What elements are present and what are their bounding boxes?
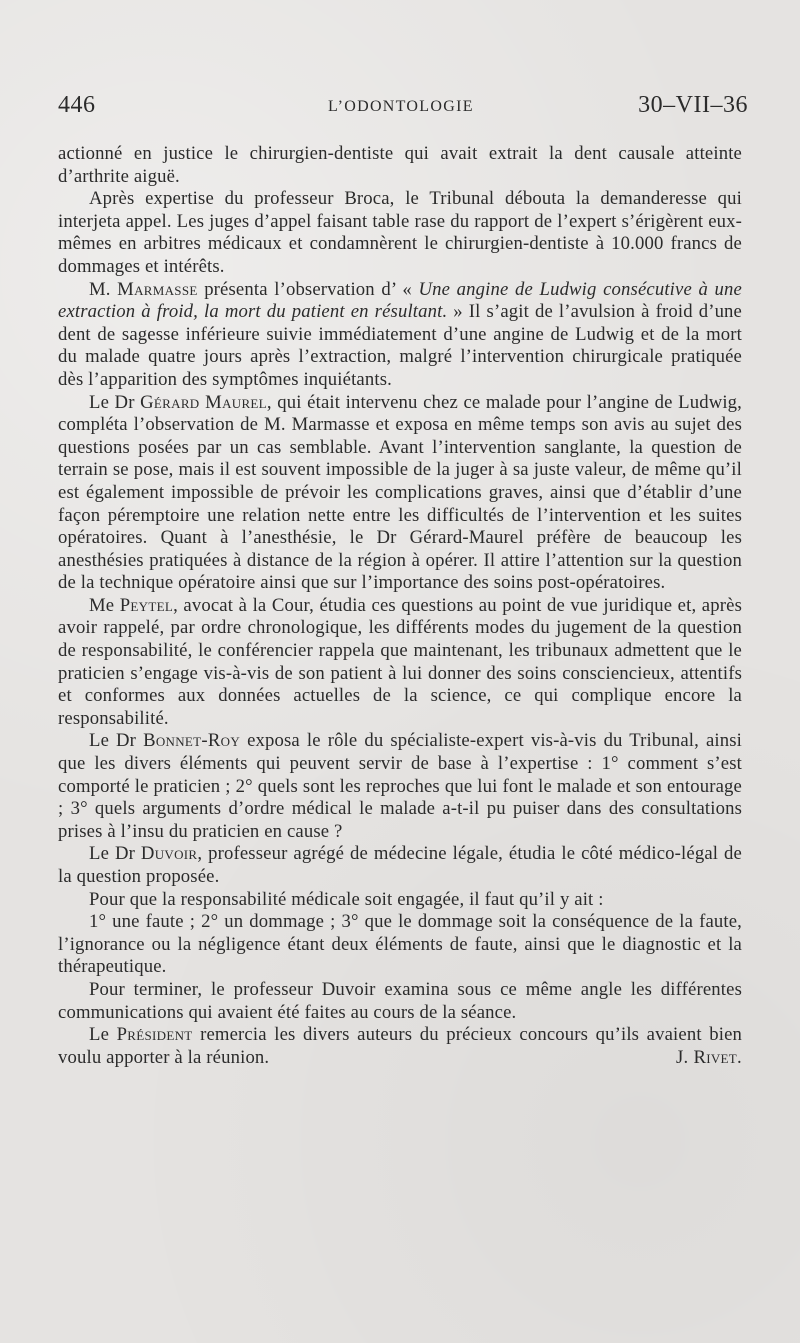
- paragraph-6: [58, 730, 742, 843]
- paragraph-7-suffix: , professeur agrégé de médecine légale, étudia le côté médico-légal de la question proposée.: [58, 843, 742, 887]
- speaker-name: Marmasse: [117, 278, 198, 300]
- paragraph-11-suffix: remercia les divers auteurs du précieux concours qu’ils avaient bien voulu apporter à la réunion.: [58, 1024, 743, 1068]
- author-signature: J. Rivet.: [675, 1046, 742, 1068]
- paragraph-5-prefix: Me: [89, 594, 120, 616]
- paper-title: Une angine de Ludwig consécutive à une extraction à froid, la mort du patient en résultant.: [58, 278, 742, 323]
- paragraph-11: [58, 1024, 742, 1069]
- paragraph-4-suffix: , qui était intervenu chez ce malade pour l’angine de Ludwig, compléta l’observation de M. Marmasse et exposa en même temps son avis au sujet des questions posées par un cas semblable. Avant l’intervention sanglante, la question de terrain se pose, mais il est souvent impossible de la juger à sa juste valeur, de même qu’il est également impossible de prévoir les complications graves, ainsi que d’établir d’une façon péremptoire une relation nette entre les difficultés de l’intervention et les suites opératoires. Quant à l’anesthésie, le Dr Gérard-Maurel préfère de beaucoup les anesthésies pratiquées à distance de la région à opérer. Il attire l’attention sur la question de la technique opératoire ainsi que sur l’importance des soins post-opératoires.: [58, 391, 742, 594]
- running-title: L’ODONTOLOGIE: [328, 98, 474, 115]
- paragraph-7: [58, 843, 742, 888]
- issue-date: 30–VII–36: [638, 92, 748, 118]
- paragraph-3-suffix: » Il s’agit de l’avulsion à froid d’une dent de sagesse inférieure suivie immédiatement d’une angine de Ludwig et de la mort du malade quatre jours après l’extraction, malgré l’intervention chirurgicale pratiquée dès l’apparition des symptômes inquiétants.: [58, 301, 742, 390]
- page-number: 446: [58, 92, 96, 118]
- paragraph-11-prefix: Le: [89, 1024, 117, 1046]
- president-title: Président: [116, 1024, 193, 1046]
- paragraph-5-suffix: , avocat à la Cour, étudia ces questions au point de vue juridique et, après avoir rappelé, par ordre chronologique, les différents modes du jugement de la question de responsabilité, le conférencier rappela que maintenant, les tribunaux admettent que le praticien s’engage vis-à-vis de son patient à lui donner des soins consciencieux, attentifs et conformes aux données actuelles de la science, ce qui complique encore la responsabilité.: [58, 594, 742, 729]
- paragraph-7-prefix: Le Dr: [89, 843, 141, 865]
- paragraph-10: Pour terminer, le professeur Duvoir examina sous ce même angle les différentes communications qui avaient été faites au cours de la séance.: [58, 978, 742, 1023]
- paragraph-4: [58, 392, 742, 595]
- speaker-name: Gérard Maurel: [140, 391, 267, 413]
- paragraph-9: 1° une faute ; 2° un dommage ; 3° que le dommage soit la conséquence de la faute, l’ignorance ou la négligence étant deux éléments de faute, ainsi que le diagnostic et la thérapeutique.: [58, 911, 742, 978]
- paragraph-3-prefix: M.: [89, 278, 118, 300]
- paragraph-4-prefix: Le Dr: [89, 391, 141, 413]
- speaker-name: Duvoir: [140, 843, 198, 865]
- article-body: [58, 143, 742, 1069]
- signature-wrapper: [645, 1047, 742, 1070]
- paragraph-5: [58, 595, 742, 731]
- paragraph-3-mid: présenta l’observation d’ «: [197, 278, 419, 300]
- paragraph-2: Après expertise du professeur Broca, le Tribunal débouta la demanderesse qui interjeta appel. Les juges d’appel faisant table rase du rapport de l’expert s’érigèrent eux-mêmes en arbitres médicaux et condamnèrent le chirurgien-dentiste à 10.000 francs de dommages et intérêts.: [58, 188, 742, 277]
- paragraph-8: Pour que la responsabilité médicale soit engagée, il faut qu’il y ait :: [89, 888, 604, 910]
- speaker-name: Peytel: [119, 594, 174, 616]
- paragraph-1: actionné en justice le chirurgien-dentiste qui avait extrait la dent causale atteinte d’arthrite aiguë.: [58, 143, 742, 187]
- paragraph-6-prefix: Le Dr: [89, 730, 144, 752]
- page-header: [58, 92, 748, 122]
- paragraph-6-suffix: exposa le rôle du spécialiste-expert vis-à-vis du Tribunal, ainsi que les divers éléments qui peuvent servir de base à l’expertise : 1° comment s’est comporté le praticien ; 2° quels sont les reproches que lui font le malade et son entourage ; 3° quels arguments d’ordre médical le malade a-t-il pu puiser dans des consultations prises à l’insu du praticien en cause ?: [58, 730, 743, 842]
- paragraph-3: [58, 279, 742, 392]
- speaker-name: Bonnet-Roy: [143, 730, 241, 752]
